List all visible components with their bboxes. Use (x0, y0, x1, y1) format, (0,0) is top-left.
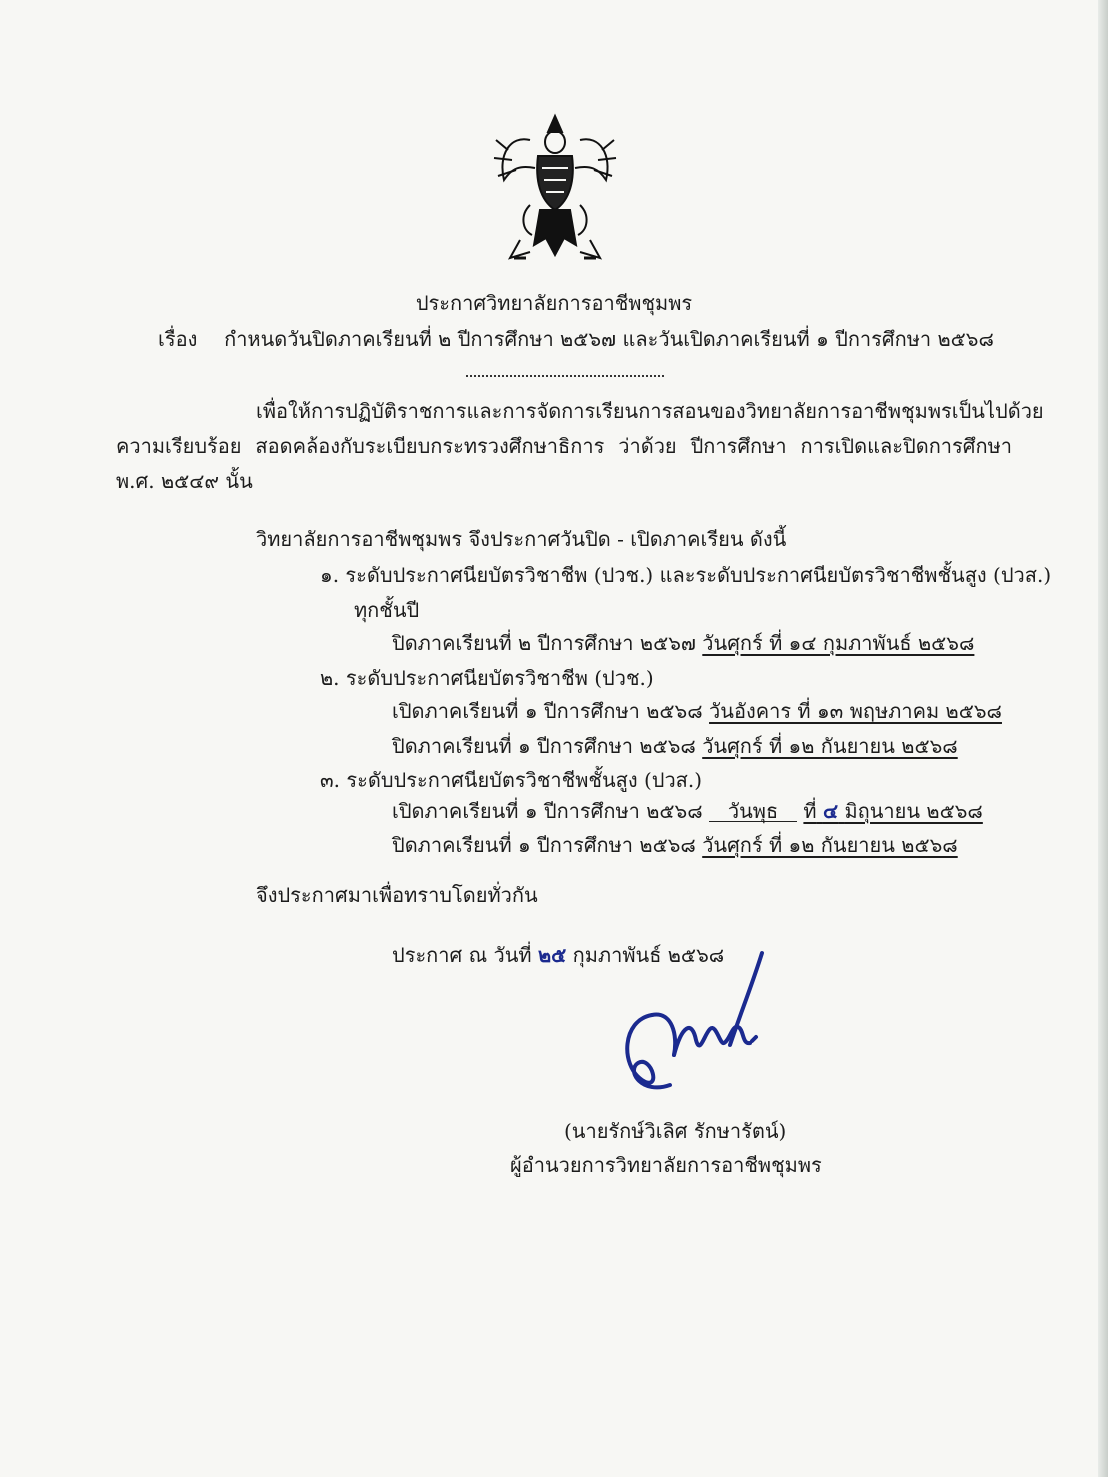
separator-dots (466, 375, 664, 377)
item-label: ปิดภาคเรียนที่ ๑ ปีการศึกษา ๒๕๖๘ (392, 833, 696, 857)
signature-mark (612, 945, 792, 1105)
dated-prefix: ประกาศ ณ วันที่ (392, 943, 532, 967)
garuda-emblem-icon (490, 110, 620, 265)
section-3-item-2 (392, 832, 958, 858)
intro-line-2: ความเรียบร้อย สอดคล้องกับระเบียบกระทรวงศึกษาธิการ ว่าด้วย ปีการศึกษา การเปิดและปิดการศึกษา (116, 434, 1012, 458)
signatory-name: (นายรักษ์วิเลิศ รักษารัตน์) (564, 1119, 787, 1143)
item-date: วันศุกร์ ที่ ๑๔ กุมภาพันธ์ ๒๕๖๘ (702, 631, 975, 655)
item-label: ปิดภาคเรียนที่ ๒ ปีการศึกษา ๒๕๖๗ (392, 631, 696, 655)
dated-day-handwritten: ๒๕ (537, 943, 567, 967)
item-date-rest: ที่ ๔ มิถุนายน ๒๕๖๘ (803, 799, 983, 823)
section-1-heading: ๑. ระดับประกาศนียบัตรวิชาชีพ (ปวช.) และระดับประกาศนียบัตรวิชาชีพชั้นสูง (ปวส.) (320, 563, 1052, 587)
issuer-title: ประกาศวิทยาลัยการอาชีพชุมพร (415, 291, 693, 315)
section-3-heading: ๓. ระดับประกาศนียบัตรวิชาชีพชั้นสูง (ปวส.) (320, 768, 703, 792)
item-date: วันอังคาร ที่ ๑๓ พฤษภาคม ๒๕๖๘ (709, 699, 1002, 723)
item-label: เปิดภาคเรียนที่ ๑ ปีการศึกษา ๒๕๖๘ (392, 699, 703, 723)
item-label: เปิดภาคเรียนที่ ๑ ปีการศึกษา ๒๕๖๘ (392, 799, 703, 823)
item-label: ปิดภาคเรียนที่ ๑ ปีการศึกษา ๒๕๖๘ (392, 734, 696, 758)
page-edge (1098, 0, 1108, 1477)
section-3-item-1 (392, 798, 983, 824)
item-date: วันศุกร์ ที่ ๑๒ กันยายน ๒๕๖๘ (702, 734, 958, 758)
intro-line-3: พ.ศ. ๒๕๔๙ นั้น (116, 469, 253, 493)
item-date-blank: วันพุธ (709, 801, 797, 822)
intro-line-1: เพื่อให้การปฏิบัติราชการและการจัดการเรียนการสอนของวิทยาลัยการอาชีพชุมพรเป็นไปด้วย (256, 399, 1044, 423)
handwritten-day: ๔ (822, 799, 839, 823)
signatory-position: ผู้อำนวยการวิทยาลัยการอาชีพชุมพร (510, 1153, 822, 1177)
section-2-item-2 (392, 733, 958, 759)
subject-text: กำหนดวันปิดภาคเรียนที่ ๒ ปีการศึกษา ๒๕๖๗ และวันเปิดภาคเรียนที่ ๑ ปีการศึกษา ๒๕๖๘ (224, 327, 994, 351)
section-2-item-1 (392, 698, 1002, 724)
item-date: วันศุกร์ ที่ ๑๒ กันยายน ๒๕๖๘ (702, 833, 958, 857)
section-1-item-1 (392, 630, 974, 656)
section-1-heading-cont: ทุกชั้นปี (354, 598, 420, 622)
closing-statement: จึงประกาศมาเพื่อทราบโดยทั่วกัน (256, 883, 538, 907)
section-2-heading: ๒. ระดับประกาศนียบัตรวิชาชีพ (ปวช.) (320, 666, 654, 690)
dated-rest: กุมภาพันธ์ ๒๕๖๘ (572, 943, 725, 967)
subject-label: เรื่อง (158, 327, 198, 351)
subject-line (158, 326, 994, 352)
announcement: วิทยาลัยการอาชีพชุมพร จึงประกาศวันปิด - เปิดภาคเรียน ดังนี้ (256, 527, 787, 551)
